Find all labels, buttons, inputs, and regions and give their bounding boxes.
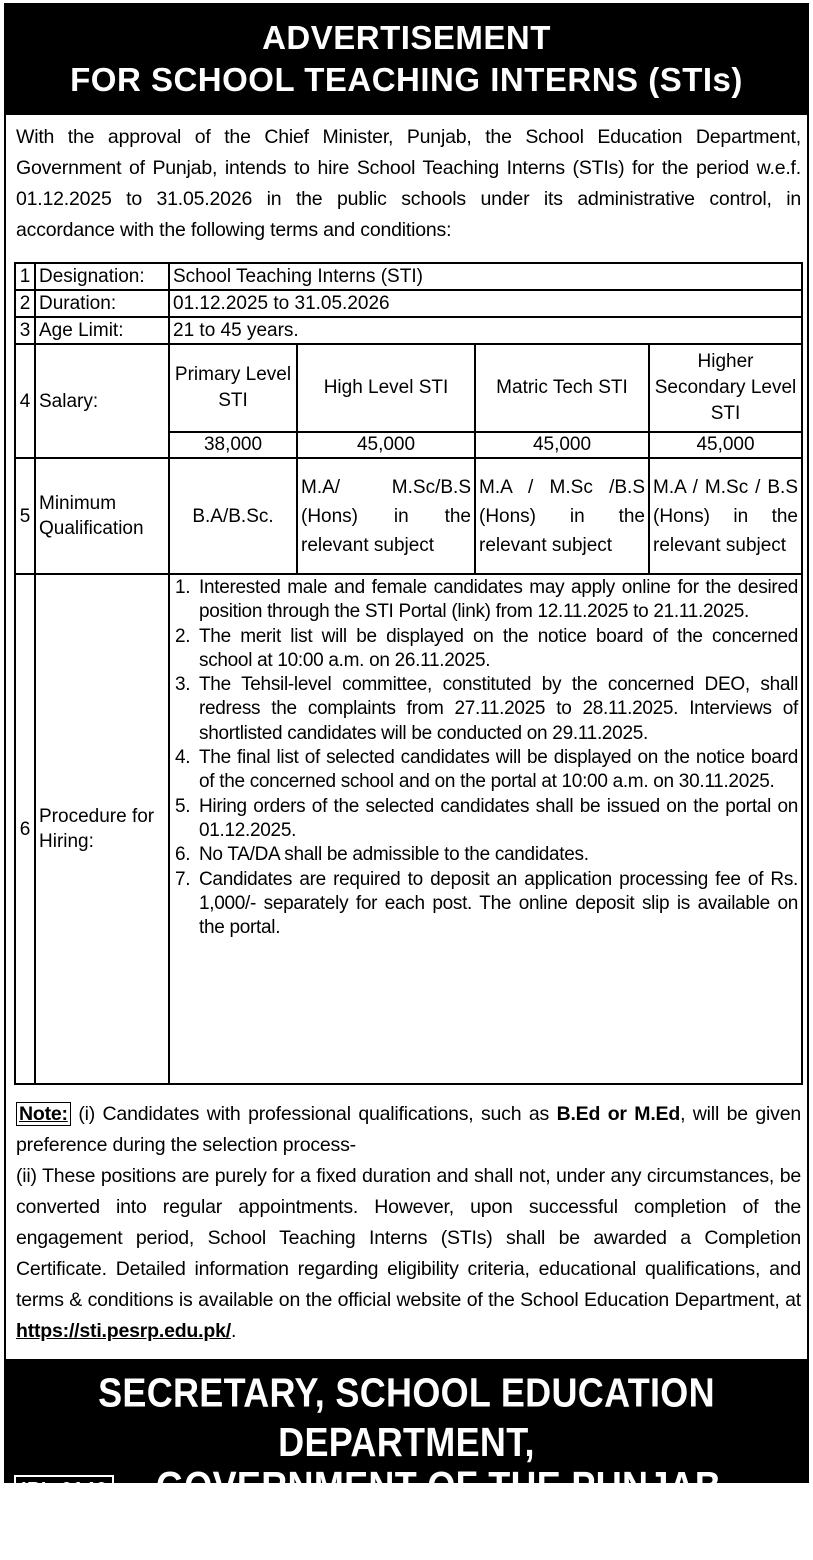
footer-bottom-row [6,1461,807,1559]
list-item: 4. The final list of selected candidates will be displayed on the notice board of the concerned school and on the portal at 10:00 a.m. on 30.11.2025. [175,747,798,793]
salary-level-header: Primary Level STI [169,344,297,432]
row-number: 5 [15,458,35,574]
row-label: Salary: [35,344,169,458]
intro-paragraph: With the approval of the Chief Minister, Punjab, the School Education Department, Government of Punjab, intends to hire School Teaching Interns (STIs) for the period w.e.f. 01.12.2025 to 31.05.2026 in the public schools under its administrative control, in accordance with the following terms and conditions: [16,126,801,241]
row-number: 3 [15,317,35,344]
advertisement-footer [6,1359,807,1559]
footer-government: GOVERNMENT OF THE PUNJAB, LAHORE [156,1462,732,1559]
row-number: 6 [15,574,35,1084]
qualification-value: B.A/B.Sc. [169,458,297,574]
row-label: Procedure for Hiring: [35,574,169,1084]
website-link[interactable]: https://sti.pesrp.edu.pk/ [16,1320,231,1342]
age-limit-value: 21 to 45 years. [169,317,802,344]
table-row-salary [15,344,802,432]
note-bold-qualifications: B.Ed or M.Ed [556,1103,681,1125]
salary-amount: 45,000 [649,432,802,458]
note-label: Note: [16,1102,71,1126]
table-row-duration [15,290,802,317]
salary-level-header: Matric Tech STI [475,344,649,432]
list-item: 3. The Tehsil-level committee, constituted by the concerned DEO, shall redress the complaints from 27.11.2025 to 28.11.2025. Interviews of shortlisted candidates will be conducted on 29.11.2025. [175,674,798,744]
salary-level-header: High Level STI [297,344,475,432]
advertisement-page [4,3,809,1559]
qualification-value: M.A / M.Sc / B.S (Hons) in the relevant subject [649,458,802,574]
designation-value: School Teaching Interns (STI) [169,263,802,290]
row-label: Designation: [35,263,169,290]
qualification-value: M.A/ M.Sc/B.S (Hons) in the relevant subject [297,458,475,574]
row-label: Age Limit: [35,317,169,344]
row-number: 2 [15,290,35,317]
row-number: 1 [15,263,35,290]
ipl-code-badge: IPL-6146 [14,1475,114,1505]
note-section [6,1085,807,1347]
header-subtitle: FOR SCHOOL TEACHING INTERNS (STIs) [70,61,743,98]
procedure-steps-cell [169,574,802,1084]
duration-value: 01.12.2025 to 31.05.2026 [169,290,802,317]
salary-amount: 45,000 [297,432,475,458]
list-item: 7. Candidates are required to deposit an application processing fee of Rs. 1,000/- separately for each post. The online deposit slip is available on the portal. [175,868,798,939]
footer-secretary: SECRETARY, SCHOOL EDUCATION DEPARTMENT, [98,1369,715,1465]
list-item: 2. The merit list will be displayed on the notice board of the concerned school at 10:00 a.m. on 26.11.2025. [175,625,798,671]
procedure-list [173,576,798,940]
table-row-qualification [15,458,802,574]
salary-level-header: Higher Secondary Level STI [649,344,802,432]
note-text: (ii) These positions are purely for a fixed duration and shall not, under any circumstances, be converted into regular appointments. However, upon successful completion of the engagement period, School Teaching Interns (STIs) shall be awarded a Completion Certificate. Detailed information regarding eligibility criteria, educational qualifications, and terms & conditions is available on the official website of the School Education Department, at [16,1165,801,1311]
terms-table [14,262,803,1085]
row-label: Minimum Qualification [35,458,169,574]
list-item: 5. Hiring orders of the selected candidates shall be issued on the portal on 01.12.2025. [175,795,798,841]
header-title: ADVERTISEMENT [262,19,551,56]
list-item: 6. No TA/DA shall be admissible to the candidates. [175,844,589,866]
note-text: . [230,1320,237,1342]
table-row-procedure [15,574,802,1084]
note-text: (i) Candidates with professional qualifications, such as [70,1103,557,1125]
table-row-designation [15,263,802,290]
row-number: 4 [15,344,35,458]
note-text: , will be given preference during the selection process- [16,1103,801,1156]
row-label: Duration: [35,290,169,317]
salary-amount: 45,000 [475,432,649,458]
qualification-value: M.A / M.Sc /B.S (Hons) in the relevant subject [475,458,649,574]
salary-amount: 38,000 [169,432,297,458]
table-row-age-limit [15,317,802,344]
list-item: 1. Interested male and female candidates may apply online for the desired position through the STI Portal (link) from 12.11.2025 to 21.11.2025. [175,577,798,623]
advertisement-header [6,5,807,115]
